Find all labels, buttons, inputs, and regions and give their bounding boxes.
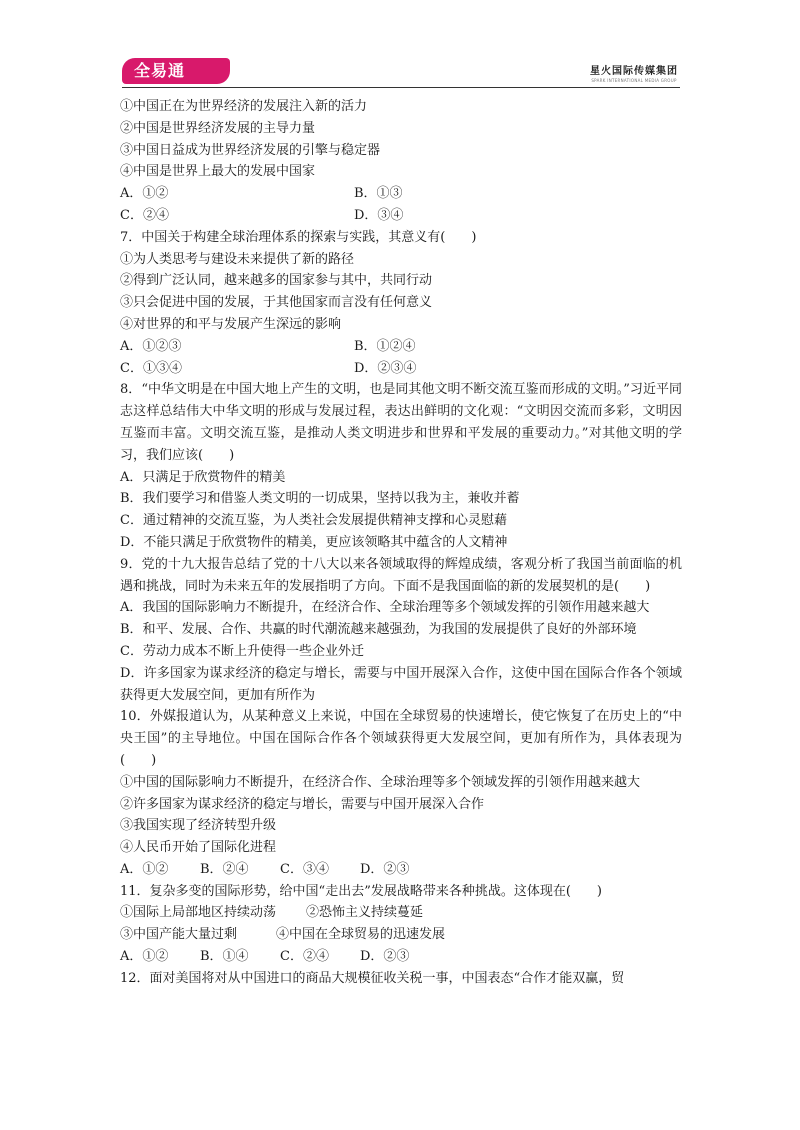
q10-options bbox=[120, 859, 682, 881]
q11-options bbox=[120, 946, 682, 968]
q9-option-b: B．和平、发展、合作、共赢的时代潮流越来越强劲，为我国的发展提供了良好的外部环境 bbox=[120, 622, 637, 638]
q11-item-2: ②恐怖主义持续蔓延 bbox=[306, 905, 424, 921]
q8-option-b: B．我们要学习和借鉴人类文明的一切成果，坚持以我为主，兼收并蓄 bbox=[120, 491, 520, 507]
q8-option-a: A．只满足于欣赏物件的精美 bbox=[120, 469, 286, 485]
q9-stem: 9．党的十九大报告总结了党的十八大以来各领域取得的辉煌成绩，客观分析了我国当前面临的机遇和挑战，同时为未来五年的发展指明了方向。下面不是我国面临的新的发展契机的是( ) bbox=[120, 556, 682, 594]
q8-option-c: C．通过精神的交流互鉴，为人类社会发展提供精神支撑和心灵慰藉 bbox=[120, 513, 507, 529]
q7-option-b: B．①②④ bbox=[354, 338, 416, 354]
q8-stem: 8．“中华文明是在中国大地上产生的文明，也是同其他文明不断交流互鉴而形成的文明。”习近平同志这样总结伟大中华文明的形成与发展过程，表达出鲜明的文化观：“文明因交流而多彩，文明因互鉴而丰富。文明交流互鉴，是推动人类文明进步和世界和平发展的重要动力。”对其他文明的学习，我们应该( ) bbox=[120, 382, 682, 463]
q7-option-a: A．①②③ bbox=[120, 338, 182, 354]
q10-item-4: ④人民币开始了国际化进程 bbox=[120, 840, 277, 856]
q10-stem: 10．外媒报道认为，从某种意义上来说，中国在全球贸易的快速增长，使它恢复了在历史上的“中央王国”的主导地位。中国在国际合作各个领域获得更大发展空间，更加有所作为，具体表现为( ) bbox=[120, 709, 682, 768]
brand-name: 星火国际传媒集团 bbox=[590, 66, 678, 77]
brand-subtitle: SPARK INTERNATIONAL MEDIA GROUP bbox=[591, 78, 677, 83]
q7-item-1: ①为人类思考与建设未来提供了新的路径 bbox=[120, 251, 355, 267]
q10-option-a: A．①② bbox=[120, 861, 169, 877]
q10-option-c: C．③④ bbox=[280, 861, 329, 877]
q6-option-b: B．①③ bbox=[354, 186, 403, 202]
q7-option-c: C．①③④ bbox=[120, 360, 182, 376]
q7-stem: 7．中国关于构建全球治理体系的探索与实践，其意义有( ) bbox=[120, 229, 477, 245]
q12-stem: 12．面对美国将对从中国进口的商品大规模征收关税一事，中国表态“合作才能双赢，贸 bbox=[120, 970, 625, 986]
q8-option-d: D．不能只满足于欣赏物件的精美，更应该领略其中蕴含的人文精神 bbox=[120, 534, 508, 550]
header-divider bbox=[122, 87, 680, 88]
q9-option-a: A．我国的国际影响力不断提升，在经济合作、全球治理等多个领域发挥的引领作用越来越大 bbox=[120, 600, 650, 616]
q10-item-3: ③我国实现了经济转型升级 bbox=[120, 818, 277, 834]
quanyitong-logo: 全易通 bbox=[122, 58, 230, 84]
document-body bbox=[120, 96, 682, 990]
q10-option-b: B．②④ bbox=[200, 861, 249, 877]
q7-item-2: ②得到广泛认同，越来越多的国家参与其中，共同行动 bbox=[120, 273, 433, 289]
q11-item-1: ①国际上局部地区持续动荡 bbox=[120, 905, 277, 921]
q6-option-d: D．③④ bbox=[354, 207, 404, 223]
q11-option-d: D．②③ bbox=[360, 949, 410, 965]
q11-items-row-2 bbox=[120, 924, 682, 946]
q6-item-1: ①中国正在为世界经济的发展注入新的活力 bbox=[120, 99, 368, 114]
q7-option-d: D．②③④ bbox=[354, 360, 417, 376]
q7-options-row-1 bbox=[120, 336, 682, 358]
q11-items-row-1 bbox=[120, 902, 682, 924]
q10-item-1: ①中国的国际影响力不断提升，在经济合作、全球治理等多个领域发挥的引领作用越来越大 bbox=[120, 774, 641, 790]
q9-option-c: C．劳动力成本不断上升使得一些企业外迁 bbox=[120, 643, 364, 659]
q11-item-3: ③中国产能大量过剩 bbox=[120, 927, 238, 943]
q6-item-3: ③中国日益成为世界经济发展的引擎与稳定器 bbox=[120, 142, 381, 158]
q11-option-a: A．①② bbox=[120, 949, 169, 965]
publisher-brand bbox=[590, 62, 678, 83]
q6-item-4: ④中国是世界上最大的发展中国家 bbox=[120, 164, 316, 180]
q10-option-d: D．②③ bbox=[360, 861, 410, 877]
q7-options-row-2 bbox=[120, 358, 682, 380]
q6-option-c: C．②④ bbox=[120, 207, 169, 223]
q7-item-4: ④对世界的和平与发展产生深远的影响 bbox=[120, 316, 342, 332]
q6-item-2: ②中国是世界经济发展的主导力量 bbox=[120, 120, 316, 136]
q11-stem: 11．复杂多变的国际形势，给中国“走出去”发展战略带来各种挑战。这体现在( ) bbox=[120, 883, 602, 899]
q9-option-d: D．许多国家为谋求经济的稳定与增长，需要与中国开展深入合作，这使中国在国际合作各个领域获得更大发展空间，更加有所作为 bbox=[120, 665, 682, 703]
q6-options-row-1 bbox=[120, 183, 682, 205]
q11-option-c: C．②④ bbox=[280, 949, 329, 965]
q6-option-a: A．①② bbox=[120, 186, 169, 202]
q11-item-4: ④中国在全球贸易的迅速发展 bbox=[276, 927, 446, 943]
page-header bbox=[0, 0, 800, 92]
q7-item-3: ③只会促进中国的发展，于其他国家而言没有任何意义 bbox=[120, 295, 433, 311]
q11-option-b: B．①④ bbox=[200, 949, 249, 965]
q10-item-2: ②许多国家为谋求经济的稳定与增长，需要与中国开展深入合作 bbox=[120, 796, 485, 812]
q6-options-row-2 bbox=[120, 205, 682, 227]
